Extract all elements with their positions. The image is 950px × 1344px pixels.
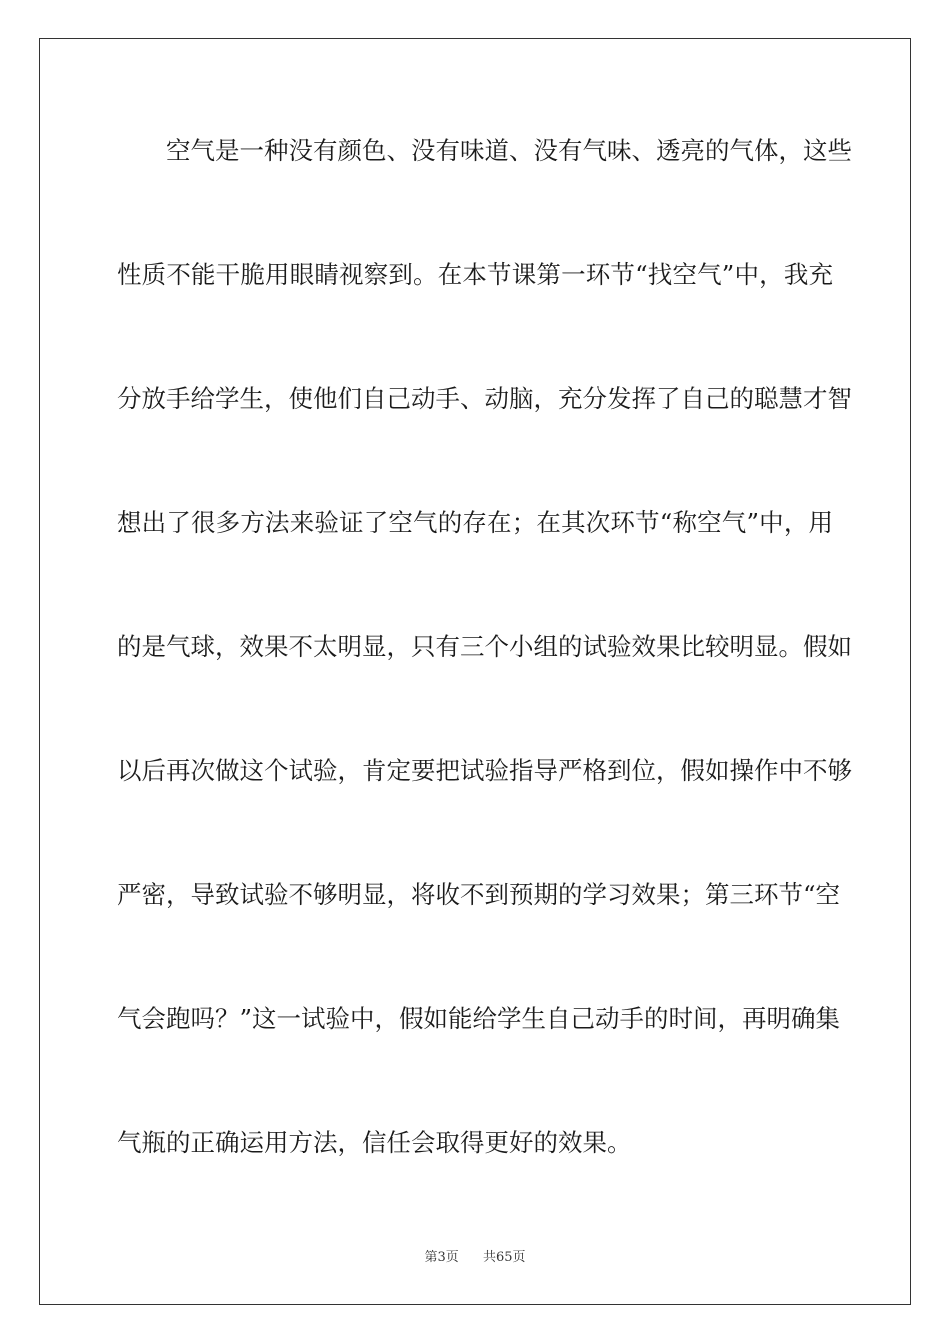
paragraph-line: 严密，导致试验不够明显，将收不到预期的学习效果；第三环节“空 (117, 880, 841, 909)
page-number: 第3页 (424, 1250, 459, 1265)
paragraph-line: 气瓶的正确运用方法，信任会取得更好的效果。 (117, 1128, 632, 1157)
page-footer (0, 1246, 950, 1265)
paragraph-line: 空气是一种没有颜色、没有味道、没有气味、透亮的气体，这些 (166, 136, 852, 165)
document-body (117, 126, 852, 1242)
page-total: 共65页 (483, 1250, 526, 1265)
paragraph-line: 性质不能干脆用眼睛视察到。在本节课第一环节“找空气”中，我充 (117, 260, 833, 289)
paragraph-line: 以后再次做这个试验，肯定要把试验指导严格到位，假如操作中不够 (117, 756, 852, 785)
paragraph-line: 分放手给学生，使他们自己动手、动脑，充分发挥了自己的聪慧才智 (117, 384, 852, 413)
paragraph-line: 的是气球，效果不太明显，只有三个小组的试验效果比较明显。假如 (117, 632, 852, 661)
paragraph-line: 气会跑吗？”这一试验中，假如能给学生自己动手的时间，再明确集 (117, 1004, 841, 1033)
paragraph-line: 想出了很多方法来验证了空气的存在；在其次环节“称空气”中，用 (117, 508, 833, 537)
